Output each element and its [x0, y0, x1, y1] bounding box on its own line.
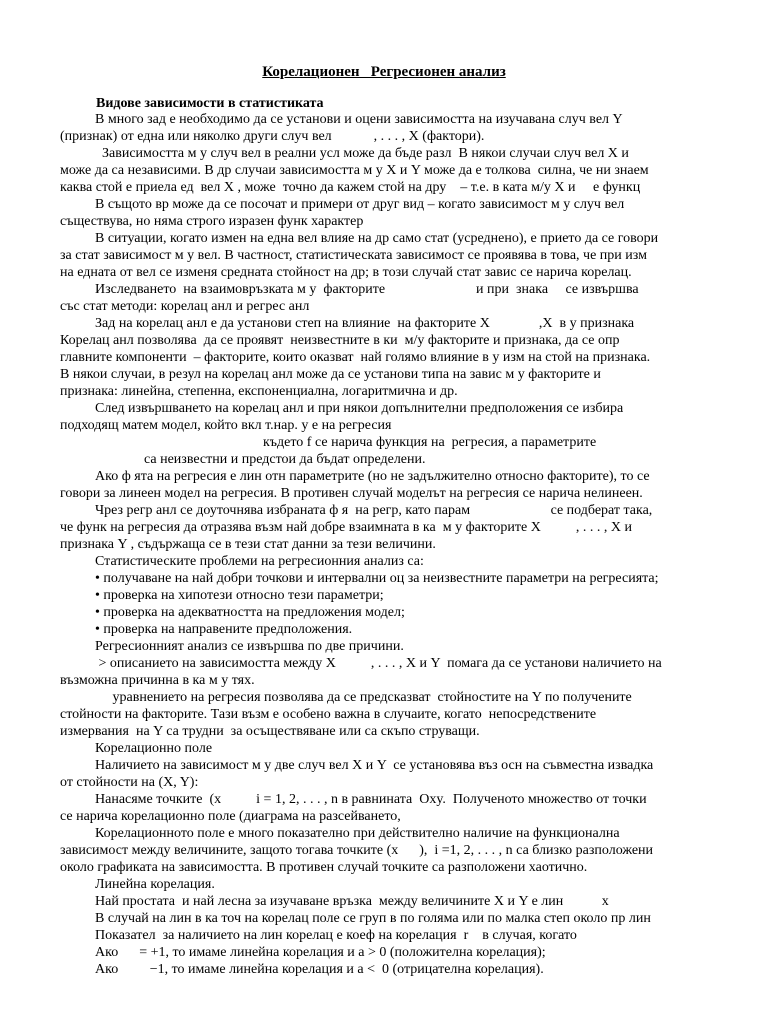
- text-line: признака Y , съдържаща се в тези стат данни за тези величини.: [60, 537, 436, 552]
- section-heading: Видове зависимости в статистиката: [96, 96, 324, 111]
- text-line: Изследването на взаимовръзката м у факторите и при знака се извършва: [60, 282, 639, 297]
- text-line: Зад на корелац анл е да установи степ на влияние на факторите X ,X в у признака: [60, 316, 635, 331]
- text-line: Ако = +1, то имаме линейна корелация и а > 0 (положителна корелация);: [60, 945, 546, 960]
- text-line: със стат методи: корелац анл и регрес анл: [60, 299, 310, 314]
- text-line: В случай на лин в ка точ на корелац поле се груп в по голяма или по малка степ около пр лин: [60, 911, 651, 926]
- text-line: Най простата и най лесна за изучаване връзка между величините X и Y е лин x: [60, 894, 609, 909]
- text-line: за стат зависимост м у вел. В частност, статистическата зависимост се проявява в това, че при изм: [60, 248, 647, 263]
- text-line: Линейна корелация.: [60, 877, 215, 892]
- text-line: • проверка на хипотези относно тези параметри;: [60, 588, 384, 603]
- text-line: признака: линейна, степенна, експоненциална, логаритмична и др.: [60, 384, 458, 399]
- text-line: След извършването на корелац анл и при някои допълнителни предположения се избира: [60, 401, 624, 416]
- text-line: около графиката на зависимостта. В противен случай точките са разположени хаотично.: [60, 860, 588, 875]
- text-line: Корелац анл позволява да се проявят неизвестните в ки м/у факторите и признака, да се опр: [60, 333, 620, 348]
- text-line: Ако −1, то имаме линейна корелация и а < 0 (отрицателна корелация).: [60, 962, 544, 977]
- text-line: възможна причинна в ка м у тях.: [60, 673, 255, 688]
- text-line: каква стой е приела ед вел X , може точно да кажем стой на дру – т.е. в ката м/у X и е функц: [60, 180, 641, 195]
- text-line: от стойности на (X, Y):: [60, 775, 199, 790]
- text-line: (признак) от една или няколко други случ вел , . . . , X (фактори).: [60, 129, 485, 144]
- text-line: В някои случаи, в резул на корелац анл може да се установи типа на завис м у факторите и: [60, 367, 601, 382]
- text-line: може да са независими. В др случаи зависимостта м у X и Y може да е толкова силна, че ни знаем: [60, 163, 649, 178]
- text-line: Нанасяме точките (x i = 1, 2, . . . , n в равнината Oxy. Полученото множество от точки: [60, 792, 647, 807]
- text-line: Статистическите проблеми на регресионния анализ са:: [60, 554, 424, 569]
- text-line: съществува, но няма строго изразен функ характер: [60, 214, 364, 229]
- text-line: Чрез регр анл се доуточнява избраната ф я на регр, като парам се подберат така,: [60, 503, 653, 518]
- text-line: на едната от вел се изменя средната стойност на др; в този случай стат завис се нарича корелац.: [60, 265, 632, 280]
- text-line: където f се нарича функция на регресия, а параметрите: [60, 435, 597, 450]
- document-title: Корелационен Регресионен анализ: [262, 64, 506, 80]
- text-line: че функ на регресия да отразява възм най добре взаимната в ка м у факторите X , . . . , X и: [60, 520, 632, 535]
- text-line: се нарича корелационно поле (диаграма на разсейването,: [60, 809, 401, 824]
- text-line: Корелационното поле е много показателно при действително наличие на функционална: [60, 826, 620, 841]
- text-line: В много зад е необходимо да се установи и оцени зависимостта на изучавана случ вел Y: [60, 112, 623, 127]
- text-line: • проверка на адекватността на предложения модел;: [60, 605, 405, 620]
- text-line: измервания на Y са трудни за осъществяване или са скъпо струващи.: [60, 724, 480, 739]
- text-line: зависимост между величините, защото тогава точките (x ), i =1, 2, . . . , n са близко разположени: [60, 843, 654, 858]
- text-line: Регресионният анализ се извършва по две причини.: [60, 639, 404, 654]
- text-line: говори за линеен модел на регресия. В противен случай моделът на регресия се нарича нелинеен.: [60, 486, 643, 501]
- text-line: В ситуации, когато измен на една вел влияе на др само стат (усреднено), е прието да се говори: [60, 231, 659, 246]
- text-line: главните компоненти – факторите, които оказват най голямо влияние в у изм на стой на признака.: [60, 350, 651, 365]
- text-line: Ако ф ята на регресия е лин отн параметрите (но не задължително относно факторите), то се: [60, 469, 650, 484]
- text-line: > описанието на зависимостта между X , . . . , X и Y помага да се установи наличието на: [60, 656, 662, 671]
- text-line: са неизвестни и предстои да бъдат определени.: [60, 452, 426, 467]
- text-line: Наличието на зависимост м у две случ вел X и Y се установява въз осн на съвместна извадка: [60, 758, 654, 773]
- text-line: Зависимостта м у случ вел в реални усл може да бъде разл В някои случаи случ вел X и: [60, 146, 629, 161]
- text-line: стойности на факторите. Тази възм е особено важна в случаите, когато непосредствените: [60, 707, 597, 722]
- text-line: • проверка на направените предположения.: [60, 622, 353, 637]
- text-line: В същото вр може да се посочат и примери от друг вид – когато зависимост м у случ вел: [60, 197, 625, 212]
- text-line: подходящ матем модел, който вкл т.нар. у е на регресия: [60, 418, 392, 433]
- text-line: • получаване на най добри точкови и интервални оц за неизвестните параметри на регресията;: [60, 571, 659, 586]
- text-line: Корелационно поле: [60, 741, 213, 756]
- text-line: уравнението на регресия позволява да се предсказват стойностите на Y по получените: [60, 690, 632, 705]
- text-line: Показател за наличието на лин корелац е коеф на корелация r в случая, когато: [60, 928, 577, 943]
